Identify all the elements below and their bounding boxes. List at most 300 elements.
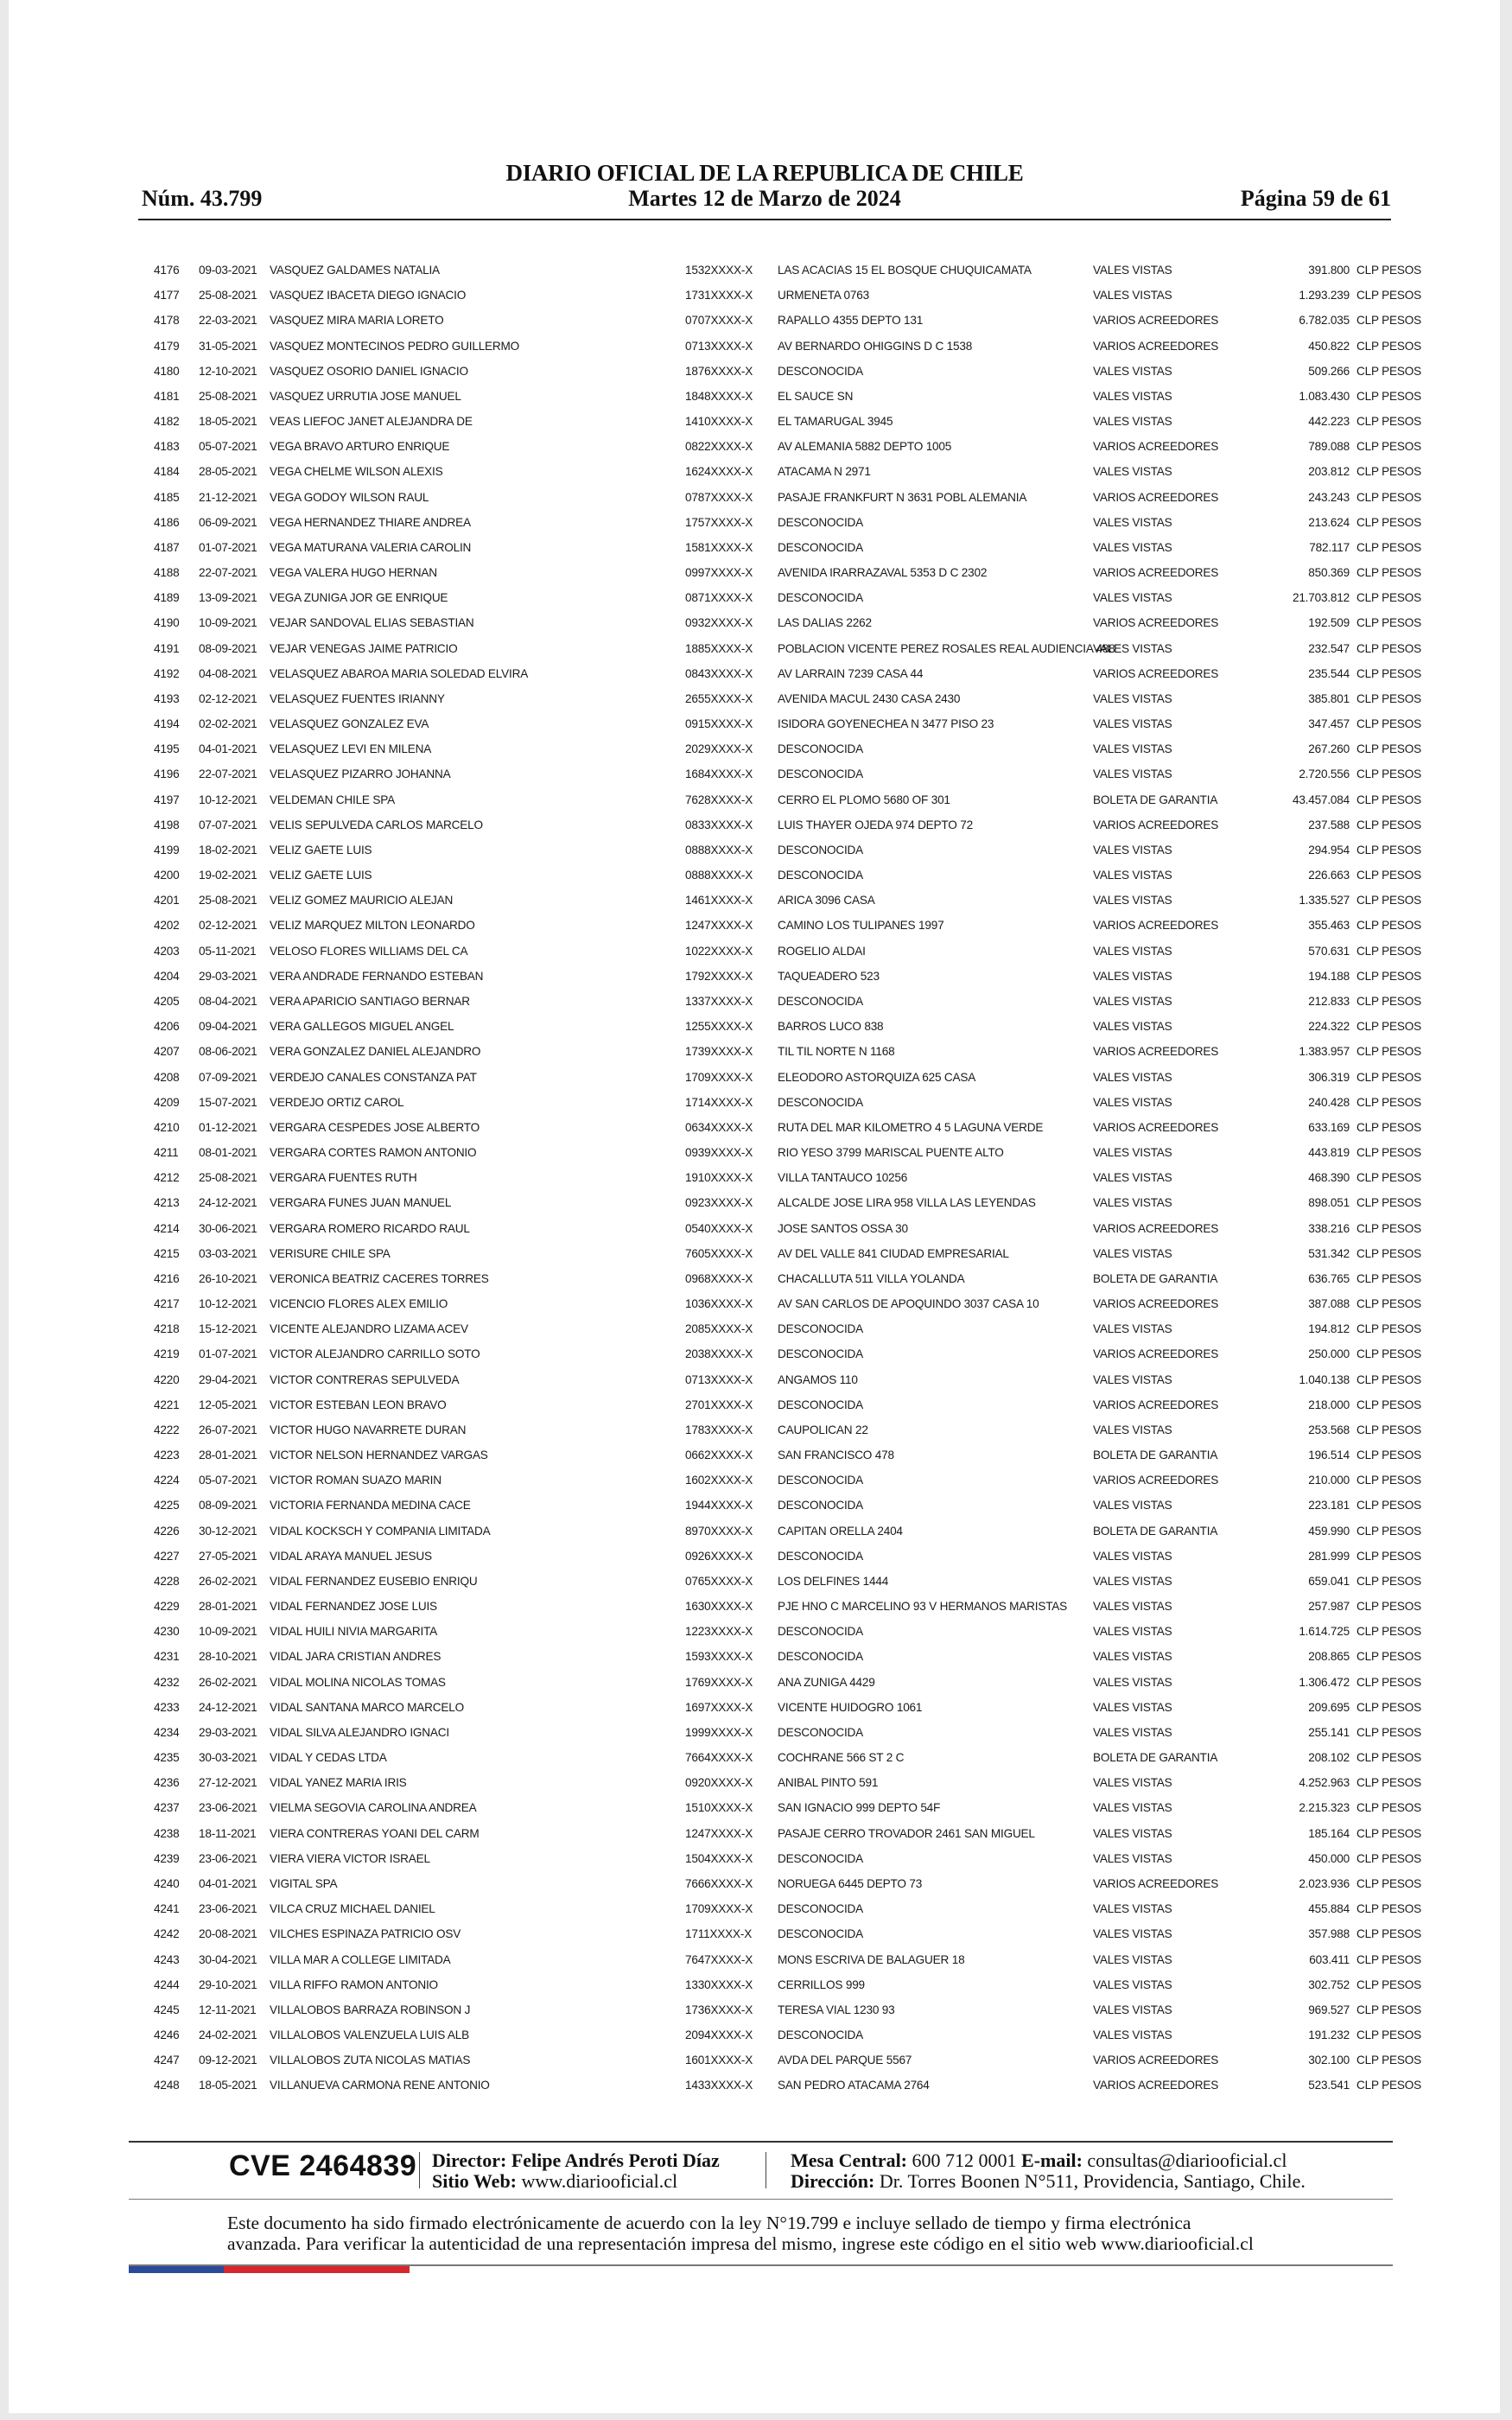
table-row xyxy=(138,1291,1422,1316)
table-row xyxy=(138,384,1422,409)
address-label: Dirección: xyxy=(791,2170,875,2192)
record-amount: 232.547 xyxy=(1308,641,1350,655)
record-name: VERA APARICIO SANTIAGO BERNAR xyxy=(270,994,470,1008)
record-rut: 7664XXXX-X xyxy=(685,1751,753,1765)
record-address: DESCONOCIDA xyxy=(778,1549,864,1563)
record-amount: 243.243 xyxy=(1308,490,1350,504)
record-currency: CLP PESOS xyxy=(1356,515,1422,529)
table-row xyxy=(138,1417,1422,1442)
record-amount: 302.752 xyxy=(1308,1977,1350,1991)
record-id: 4212 xyxy=(154,1171,180,1185)
table-row xyxy=(138,1695,1422,1720)
table-row xyxy=(138,1316,1422,1341)
table-row xyxy=(138,964,1422,989)
document-page xyxy=(9,0,1500,2413)
record-date: 26-07-2021 xyxy=(199,1423,257,1436)
record-name: VELIZ GOMEZ MAURICIO ALEJAN xyxy=(270,894,454,908)
record-date: 08-09-2021 xyxy=(199,1499,257,1512)
record-type: VARIOS ACREEDORES xyxy=(1093,314,1219,328)
record-date: 15-12-2021 xyxy=(199,1322,257,1336)
record-id: 4237 xyxy=(154,1801,180,1815)
records-table xyxy=(138,258,1422,2098)
record-amount: 1.040.138 xyxy=(1299,1372,1350,1386)
record-rut: 0787XXXX-X xyxy=(685,490,753,504)
table-row xyxy=(138,1644,1422,1669)
record-id: 4211 xyxy=(154,1146,179,1160)
record-rut: 2655XXXX-X xyxy=(685,691,753,705)
record-id: 4235 xyxy=(154,1751,180,1765)
record-address: DESCONOCIDA xyxy=(778,540,864,554)
record-currency: CLP PESOS xyxy=(1356,2028,1422,2042)
record-address: CERRO EL PLOMO 5680 OF 301 xyxy=(778,793,950,806)
record-id: 4205 xyxy=(154,994,180,1008)
record-amount: 450.000 xyxy=(1308,1851,1350,1865)
table-row xyxy=(138,485,1422,510)
record-address: LAS ACACIAS 15 EL BOSQUE CHUQUICAMATA xyxy=(778,264,1032,277)
table-row xyxy=(138,1367,1422,1392)
table-row xyxy=(138,2047,1422,2073)
record-amount: 237.588 xyxy=(1308,818,1350,831)
record-address: DESCONOCIDA xyxy=(778,742,864,756)
record-currency: CLP PESOS xyxy=(1356,1020,1422,1034)
record-name: VEGA HERNANDEZ THIARE ANDREA xyxy=(270,515,471,529)
record-id: 4207 xyxy=(154,1045,180,1059)
record-type: VALES VISTAS xyxy=(1093,264,1172,277)
record-amount: 442.223 xyxy=(1308,415,1350,429)
table-row xyxy=(138,1039,1422,1064)
record-type: VALES VISTAS xyxy=(1093,1902,1172,1916)
record-rut: 1885XXXX-X xyxy=(685,641,753,655)
record-amount: 509.266 xyxy=(1308,364,1350,378)
record-amount: 391.800 xyxy=(1308,264,1350,277)
record-type: VALES VISTAS xyxy=(1093,1423,1172,1436)
record-currency: CLP PESOS xyxy=(1356,1271,1422,1285)
table-row xyxy=(138,1442,1422,1468)
record-id: 4202 xyxy=(154,919,180,933)
record-amount: 1.614.725 xyxy=(1299,1625,1350,1639)
table-row xyxy=(138,1947,1422,1972)
record-rut: 1036XXXX-X xyxy=(685,1297,753,1311)
record-currency: CLP PESOS xyxy=(1356,919,1422,933)
record-name: VIDAL JARA CRISTIAN ANDRES xyxy=(270,1650,442,1664)
record-address: JOSE SANTOS OSSA 30 xyxy=(778,1221,908,1235)
record-name: VERGARA FUENTES RUTH xyxy=(270,1171,417,1185)
email-label: E-mail: xyxy=(1021,2149,1083,2171)
table-row xyxy=(138,1216,1422,1241)
record-rut: 1337XXXX-X xyxy=(685,994,753,1008)
record-date: 26-10-2021 xyxy=(199,1271,257,1285)
record-name: VASQUEZ OSORIO DANIEL IGNACIO xyxy=(270,364,468,378)
record-rut: 1709XXXX-X xyxy=(685,1070,753,1084)
record-id: 4220 xyxy=(154,1372,180,1386)
record-id: 4182 xyxy=(154,415,180,429)
record-amount: 385.801 xyxy=(1308,691,1350,705)
table-row xyxy=(138,510,1422,535)
record-address: DESCONOCIDA xyxy=(778,869,864,882)
record-amount: 192.509 xyxy=(1308,616,1350,630)
record-date: 25-08-2021 xyxy=(199,289,257,302)
record-type: VARIOS ACREEDORES xyxy=(1093,1877,1219,1890)
table-row xyxy=(138,686,1422,711)
record-amount: 443.819 xyxy=(1308,1146,1350,1160)
record-address: EL TAMARUGAL 3945 xyxy=(778,415,893,429)
record-rut: 8970XXXX-X xyxy=(685,1524,753,1538)
table-row xyxy=(138,1014,1422,1039)
record-address: ANA ZUNIGA 4429 xyxy=(778,1675,875,1689)
record-amount: 1.293.239 xyxy=(1299,289,1350,302)
table-row xyxy=(138,1821,1422,1846)
record-address: AVENIDA IRARRAZAVAL 5353 D C 2302 xyxy=(778,566,988,580)
record-date: 23-06-2021 xyxy=(199,1801,257,1815)
record-rut: 1711XXXX-X xyxy=(685,1927,753,1941)
record-rut: 1709XXXX-X xyxy=(685,1902,753,1916)
record-address: ELEODORO ASTORQUIZA 625 CASA xyxy=(778,1070,976,1084)
record-id: 4239 xyxy=(154,1851,180,1865)
record-amount: 1.335.527 xyxy=(1299,894,1350,908)
record-date: 01-07-2021 xyxy=(199,540,257,554)
record-date: 20-08-2021 xyxy=(199,1927,257,1941)
record-rut: 0926XXXX-X xyxy=(685,1549,753,1563)
record-rut: 0915XXXX-X xyxy=(685,717,753,731)
record-name: VIDAL SANTANA MARCO MARCELO xyxy=(270,1700,464,1714)
record-currency: CLP PESOS xyxy=(1356,994,1422,1008)
record-type: VALES VISTAS xyxy=(1093,742,1172,756)
table-row xyxy=(138,1090,1422,1115)
record-amount: 196.514 xyxy=(1308,1449,1350,1462)
record-type: VARIOS ACREEDORES xyxy=(1093,616,1219,630)
record-address: COCHRANE 566 ST 2 C xyxy=(778,1751,905,1765)
record-rut: 1757XXXX-X xyxy=(685,515,753,529)
record-currency: CLP PESOS xyxy=(1356,364,1422,378)
record-type: VARIOS ACREEDORES xyxy=(1093,339,1219,353)
record-amount: 969.527 xyxy=(1308,2003,1350,2016)
record-type: VARIOS ACREEDORES xyxy=(1093,1398,1219,1411)
record-currency: CLP PESOS xyxy=(1356,1398,1422,1411)
record-name: VERA ANDRADE FERNANDO ESTEBAN xyxy=(270,969,484,983)
web-label: Sitio Web: xyxy=(432,2170,518,2192)
table-row xyxy=(138,1341,1422,1366)
record-name: VEAS LIEFOC JANET ALEJANDRA DE xyxy=(270,415,473,429)
record-amount: 468.390 xyxy=(1308,1171,1350,1185)
table-row xyxy=(138,434,1422,459)
record-address: VICENTE HUIDOGRO 1061 xyxy=(778,1700,923,1714)
record-id: 4198 xyxy=(154,818,180,831)
table-row xyxy=(138,1670,1422,1695)
record-id: 4223 xyxy=(154,1449,180,1462)
record-type: VALES VISTAS xyxy=(1093,1372,1172,1386)
record-amount: 235.544 xyxy=(1308,666,1350,680)
record-id: 4177 xyxy=(154,289,180,302)
table-row xyxy=(138,1921,1422,1946)
record-currency: CLP PESOS xyxy=(1356,1297,1422,1311)
record-name: VILLALOBOS ZUTA NICOLAS MATIAS xyxy=(270,2054,471,2067)
record-amount: 21.703.812 xyxy=(1292,591,1350,605)
record-currency: CLP PESOS xyxy=(1356,1146,1422,1160)
table-row xyxy=(138,409,1422,434)
record-currency: CLP PESOS xyxy=(1356,1322,1422,1336)
record-id: 4213 xyxy=(154,1196,180,1210)
record-date: 25-08-2021 xyxy=(199,894,257,908)
record-name: VIELMA SEGOVIA CAROLINA ANDREA xyxy=(270,1801,477,1815)
record-name: VIDAL ARAYA MANUEL JESUS xyxy=(270,1549,432,1563)
record-rut: 0888XXXX-X xyxy=(685,869,753,882)
record-date: 30-03-2021 xyxy=(199,1751,257,1765)
legal-line: avanzada. Para verificar la autenticidad de una representación impresa del mismo, ingrese este código en el sitio web www.diariooficial.cl xyxy=(227,2233,1254,2254)
record-rut: 1581XXXX-X xyxy=(685,540,753,554)
cve-code: CVE 2464839 xyxy=(229,2149,417,2182)
record-currency: CLP PESOS xyxy=(1356,1600,1422,1614)
record-currency: CLP PESOS xyxy=(1356,2054,1422,2067)
record-address: AVENIDA MACUL 2430 CASA 2430 xyxy=(778,691,961,705)
record-id: 4231 xyxy=(154,1650,180,1664)
footer-rule-middle xyxy=(129,2199,1393,2200)
record-currency: CLP PESOS xyxy=(1356,1095,1422,1109)
record-currency: CLP PESOS xyxy=(1356,1851,1422,1865)
record-amount: 208.865 xyxy=(1308,1650,1350,1664)
table-row xyxy=(138,989,1422,1014)
record-amount: 2.215.323 xyxy=(1299,1801,1350,1815)
record-date: 01-12-2021 xyxy=(199,1120,257,1134)
record-id: 4192 xyxy=(154,666,180,680)
record-currency: CLP PESOS xyxy=(1356,1423,1422,1436)
record-name: VERDEJO CANALES CONSTANZA PAT xyxy=(270,1070,477,1084)
record-date: 26-02-2021 xyxy=(199,1574,257,1588)
record-address: ANIBAL PINTO 591 xyxy=(778,1776,879,1790)
record-name: VELASQUEZ ABAROA MARIA SOLEDAD ELVIRA xyxy=(270,666,529,680)
record-date: 09-04-2021 xyxy=(199,1020,257,1034)
record-currency: CLP PESOS xyxy=(1356,641,1422,655)
record-id: 4247 xyxy=(154,2054,180,2067)
record-currency: CLP PESOS xyxy=(1356,717,1422,731)
record-name: VELIZ MARQUEZ MILTON LEONARDO xyxy=(270,919,475,933)
record-rut: 1999XXXX-X xyxy=(685,1725,753,1739)
table-row xyxy=(138,2073,1422,2098)
record-amount: 1.383.957 xyxy=(1299,1045,1350,1059)
record-id: 4227 xyxy=(154,1549,180,1563)
record-currency: CLP PESOS xyxy=(1356,616,1422,630)
record-name: VELASQUEZ PIZARRO JOHANNA xyxy=(270,767,451,781)
record-name: VASQUEZ MIRA MARIA LORETO xyxy=(270,314,444,328)
flag-blue-segment xyxy=(129,2266,224,2273)
record-name: VELASQUEZ LEVI EN MILENA xyxy=(270,742,432,756)
record-address: RAPALLO 4355 DEPTO 131 xyxy=(778,314,924,328)
record-address: SAN FRANCISCO 478 xyxy=(778,1449,894,1462)
record-rut: 0939XXXX-X xyxy=(685,1146,753,1160)
record-rut: 1223XXXX-X xyxy=(685,1625,753,1639)
record-date: 15-07-2021 xyxy=(199,1095,257,1109)
record-address: ROGELIO ALDAI xyxy=(778,944,866,958)
record-amount: 226.663 xyxy=(1308,869,1350,882)
record-amount: 355.463 xyxy=(1308,919,1350,933)
record-address: ALCALDE JOSE LIRA 958 VILLA LAS LEYENDAS xyxy=(778,1196,1036,1210)
record-date: 12-11-2021 xyxy=(199,2003,257,2016)
record-address: MONS ESCRIVA DE BALAGUER 18 xyxy=(778,1952,965,1966)
record-name: VILCHES ESPINAZA PATRICIO OSV xyxy=(270,1927,461,1941)
record-date: 10-12-2021 xyxy=(199,1297,257,1311)
record-type: VALES VISTAS xyxy=(1093,1826,1172,1840)
record-id: 4217 xyxy=(154,1297,180,1311)
record-amount: 203.812 xyxy=(1308,465,1350,479)
record-currency: CLP PESOS xyxy=(1356,314,1422,328)
record-amount: 636.765 xyxy=(1308,1271,1350,1285)
record-rut: 1783XXXX-X xyxy=(685,1423,753,1436)
record-currency: CLP PESOS xyxy=(1356,1650,1422,1664)
record-currency: CLP PESOS xyxy=(1356,289,1422,302)
record-rut: 1247XXXX-X xyxy=(685,1826,753,1840)
record-type: VARIOS ACREEDORES xyxy=(1093,1045,1219,1059)
record-id: 4203 xyxy=(154,944,180,958)
record-currency: CLP PESOS xyxy=(1356,2079,1422,2092)
table-row xyxy=(138,1619,1422,1644)
table-row xyxy=(138,837,1422,863)
record-name: VIDAL MOLINA NICOLAS TOMAS xyxy=(270,1675,446,1689)
record-currency: CLP PESOS xyxy=(1356,767,1422,781)
table-row xyxy=(138,736,1422,761)
record-address: PASAJE CERRO TROVADOR 2461 SAN MIGUEL xyxy=(778,1826,1035,1840)
record-amount: 294.954 xyxy=(1308,843,1350,857)
record-address: LOS DELFINES 1444 xyxy=(778,1574,889,1588)
record-type: VARIOS ACREEDORES xyxy=(1093,2079,1219,2092)
record-currency: CLP PESOS xyxy=(1356,1372,1422,1386)
record-name: VASQUEZ IBACETA DIEGO IGNACIO xyxy=(270,289,467,302)
table-row xyxy=(138,1594,1422,1619)
record-name: VELIZ GAETE LUIS xyxy=(270,869,372,882)
record-date: 22-07-2021 xyxy=(199,566,257,580)
record-id: 4200 xyxy=(154,869,180,882)
record-amount: 782.117 xyxy=(1309,540,1350,554)
table-row xyxy=(138,308,1422,333)
record-address: AV ALEMANIA 5882 DEPTO 1005 xyxy=(778,440,952,454)
record-rut: 1504XXXX-X xyxy=(685,1851,753,1865)
record-name: VICTOR CONTRERAS SEPULVEDA xyxy=(270,1372,460,1386)
record-amount: 659.041 xyxy=(1308,1574,1350,1588)
record-type: VALES VISTAS xyxy=(1093,969,1172,983)
record-id: 4248 xyxy=(154,2079,180,2092)
record-name: VELIZ GAETE LUIS xyxy=(270,843,372,857)
table-row xyxy=(138,1770,1422,1795)
record-currency: CLP PESOS xyxy=(1356,1221,1422,1235)
record-name: VICTOR HUGO NAVARRETE DURAN xyxy=(270,1423,467,1436)
record-rut: 1876XXXX-X xyxy=(685,364,753,378)
record-address: DESCONOCIDA xyxy=(778,1322,864,1336)
record-id: 4195 xyxy=(154,742,180,756)
record-type: VALES VISTAS xyxy=(1093,1070,1172,1084)
record-amount: 850.369 xyxy=(1308,566,1350,580)
web-link[interactable]: www.diariooficial.cl xyxy=(521,2170,678,2192)
record-address: AV DEL VALLE 841 CIUDAD EMPRESARIAL xyxy=(778,1246,1009,1260)
record-currency: CLP PESOS xyxy=(1356,1070,1422,1084)
record-name: VICTOR NELSON HERNANDEZ VARGAS xyxy=(270,1449,488,1462)
record-id: 4242 xyxy=(154,1927,180,1941)
record-name: VILLALOBOS VALENZUELA LUIS ALB xyxy=(270,2028,470,2042)
record-type: VALES VISTAS xyxy=(1093,1776,1172,1790)
record-address: DESCONOCIDA xyxy=(778,1474,864,1487)
record-date: 10-09-2021 xyxy=(199,616,257,630)
record-currency: CLP PESOS xyxy=(1356,1574,1422,1588)
record-name: VEGA BRAVO ARTURO ENRIQUE xyxy=(270,440,450,454)
record-rut: 1739XXXX-X xyxy=(685,1045,753,1059)
record-type: VARIOS ACREEDORES xyxy=(1093,818,1219,831)
record-type: VALES VISTAS xyxy=(1093,1549,1172,1563)
record-amount: 250.000 xyxy=(1308,1347,1350,1361)
table-row xyxy=(138,1997,1422,2022)
record-id: 4208 xyxy=(154,1070,180,1084)
table-row xyxy=(138,812,1422,837)
record-currency: CLP PESOS xyxy=(1356,1877,1422,1890)
legal-line: Este documento ha sido firmado electrónicamente de acuerdo con la ley N°19.799 e incluye sellado de tiempo y firma electrónica xyxy=(227,2213,1191,2233)
record-name: VILCA CRUZ MICHAEL DANIEL xyxy=(270,1902,435,1916)
email-link[interactable]: consultas@diariooficial.cl xyxy=(1087,2149,1287,2171)
record-currency: CLP PESOS xyxy=(1356,1449,1422,1462)
mesa-phone: 600 712 0001 xyxy=(912,2149,1017,2171)
record-address: LUIS THAYER OJEDA 974 DEPTO 72 xyxy=(778,818,973,831)
record-name: VEJAR SANDOVAL ELIAS SEBASTIAN xyxy=(270,616,474,630)
record-currency: CLP PESOS xyxy=(1356,1045,1422,1059)
record-rut: 1532XXXX-X xyxy=(685,264,753,277)
record-type: VALES VISTAS xyxy=(1093,1499,1172,1512)
record-date: 27-12-2021 xyxy=(199,1776,257,1790)
record-date: 09-12-2021 xyxy=(199,2054,257,2067)
record-id: 4234 xyxy=(154,1725,180,1739)
record-currency: CLP PESOS xyxy=(1356,1474,1422,1487)
record-currency: CLP PESOS xyxy=(1356,666,1422,680)
record-name: VELOSO FLORES WILLIAMS DEL CA xyxy=(270,944,468,958)
record-date: 04-01-2021 xyxy=(199,742,257,756)
record-amount: 633.169 xyxy=(1308,1120,1350,1134)
record-type: VALES VISTAS xyxy=(1093,515,1172,529)
record-name: VASQUEZ GALDAMES NATALIA xyxy=(270,264,440,277)
record-amount: 523.541 xyxy=(1308,2079,1350,2092)
record-type: BOLETA DE GARANTIA xyxy=(1093,1271,1218,1285)
record-address: DESCONOCIDA xyxy=(778,1650,864,1664)
record-amount: 306.319 xyxy=(1308,1070,1350,1084)
record-id: 4186 xyxy=(154,515,180,529)
table-row xyxy=(138,1795,1422,1820)
record-amount: 603.411 xyxy=(1309,1952,1350,1966)
record-currency: CLP PESOS xyxy=(1356,843,1422,857)
record-currency: CLP PESOS xyxy=(1356,894,1422,908)
record-date: 05-07-2021 xyxy=(199,1474,257,1487)
record-type: BOLETA DE GARANTIA xyxy=(1093,1524,1218,1538)
record-currency: CLP PESOS xyxy=(1356,944,1422,958)
record-date: 26-02-2021 xyxy=(199,1675,257,1689)
record-rut: 1330XXXX-X xyxy=(685,1977,753,1991)
table-row xyxy=(138,711,1422,736)
record-date: 18-02-2021 xyxy=(199,843,257,857)
record-rut: 0822XXXX-X xyxy=(685,440,753,454)
record-type: VALES VISTAS xyxy=(1093,869,1172,882)
record-currency: CLP PESOS xyxy=(1356,691,1422,705)
record-address: DESCONOCIDA xyxy=(778,1095,864,1109)
record-date: 24-02-2021 xyxy=(199,2028,257,2042)
record-type: VALES VISTAS xyxy=(1093,465,1172,479)
record-address: ANGAMOS 110 xyxy=(778,1372,858,1386)
record-address: EL SAUCE SN xyxy=(778,389,854,403)
record-address: ATACAMA N 2971 xyxy=(778,465,871,479)
record-name: VASQUEZ URRUTIA JOSE MANUEL xyxy=(270,389,461,403)
table-row xyxy=(138,1720,1422,1745)
record-rut: 0997XXXX-X xyxy=(685,566,753,580)
record-rut: 1461XXXX-X xyxy=(685,894,753,908)
record-date: 07-07-2021 xyxy=(199,818,257,831)
table-row xyxy=(138,258,1422,283)
record-currency: CLP PESOS xyxy=(1356,540,1422,554)
record-type: VALES VISTAS xyxy=(1093,389,1172,403)
record-amount: 267.260 xyxy=(1308,742,1350,756)
record-id: 4215 xyxy=(154,1246,180,1260)
record-date: 03-03-2021 xyxy=(199,1246,257,1260)
table-row xyxy=(138,1519,1422,1544)
